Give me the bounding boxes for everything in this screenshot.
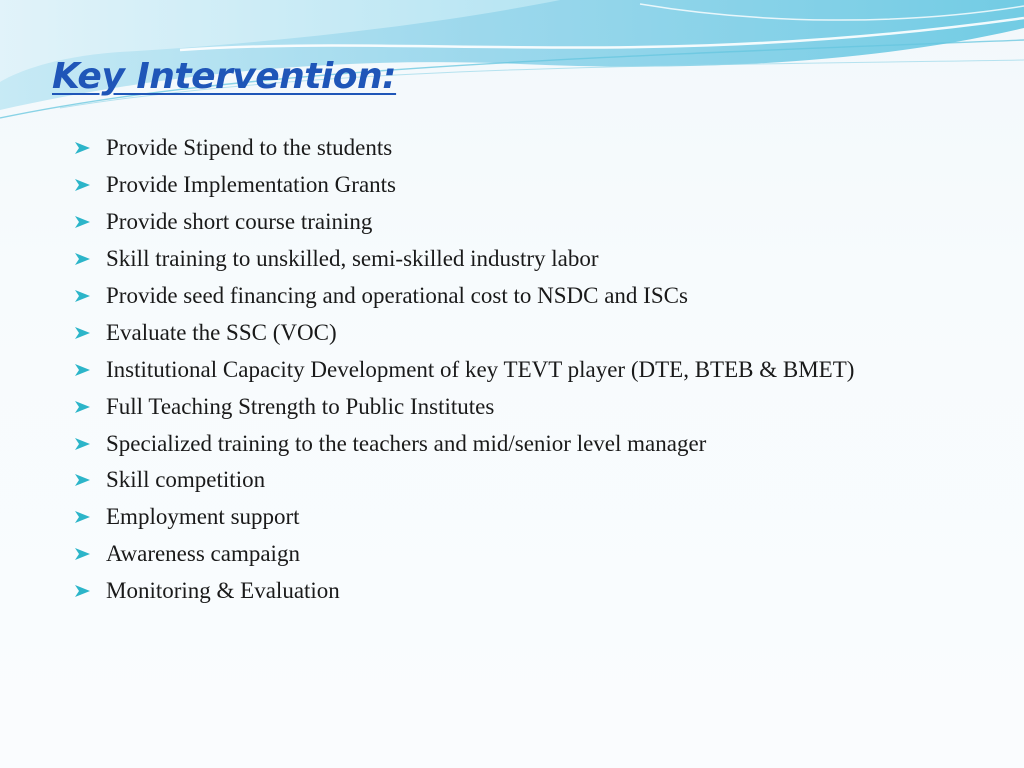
list-item xyxy=(74,278,1004,315)
arrow-bullet-icon xyxy=(74,547,106,561)
list-item xyxy=(74,388,1004,425)
bullet-text: Provide Implementation Grants xyxy=(106,172,396,198)
bullet-text: Institutional Capacity Development of key TEVT player (DTE, BTEB & BMET) xyxy=(106,356,855,382)
bullet-list xyxy=(74,130,1004,610)
list-item xyxy=(74,241,1004,278)
bullet-text: Provide seed financing and operational cost to NSDC and ISCs xyxy=(106,283,688,308)
arrow-bullet-icon xyxy=(74,289,106,303)
arrow-bullet-icon xyxy=(74,215,106,229)
list-item xyxy=(74,425,1004,462)
arrow-bullet-icon xyxy=(74,400,106,414)
arrow-bullet-icon xyxy=(74,437,106,451)
list-item xyxy=(74,351,1004,388)
list-item xyxy=(74,130,1004,167)
list-item xyxy=(74,536,1004,573)
list-item xyxy=(74,573,1004,610)
bullet-text: Specialized training to the teachers and mid/senior level manager xyxy=(106,430,707,456)
arrow-bullet-icon xyxy=(74,363,106,377)
list-item xyxy=(74,204,1004,241)
list-item xyxy=(74,462,1004,499)
arrow-bullet-icon xyxy=(74,510,106,524)
arrow-bullet-icon xyxy=(74,141,106,155)
arrow-bullet-icon xyxy=(74,584,106,598)
bullet-text: Full Teaching Strength to Public Institutes xyxy=(106,393,495,419)
arrow-bullet-icon xyxy=(74,473,106,487)
arrow-bullet-icon xyxy=(74,326,106,340)
bullet-text: Awareness campaign xyxy=(106,541,300,567)
list-item xyxy=(74,499,1004,536)
slide-title: Key Intervention: xyxy=(52,56,397,97)
bullet-text: Skill training to unskilled, semi-skilled industry labor xyxy=(106,246,599,272)
list-item xyxy=(74,314,1004,351)
list-item xyxy=(74,167,1004,204)
bullet-text: Provide Stipend to the students xyxy=(106,135,393,161)
bullet-text: Employment support xyxy=(106,504,300,530)
arrow-bullet-icon xyxy=(74,252,106,266)
bullet-text: Monitoring & Evaluation xyxy=(106,578,340,604)
bullet-text: Evaluate the SSC (VOC) xyxy=(106,319,337,345)
bullet-text: Skill competition xyxy=(106,467,266,493)
arrow-bullet-icon xyxy=(74,178,106,192)
bullet-text: Provide short course training xyxy=(106,209,373,235)
